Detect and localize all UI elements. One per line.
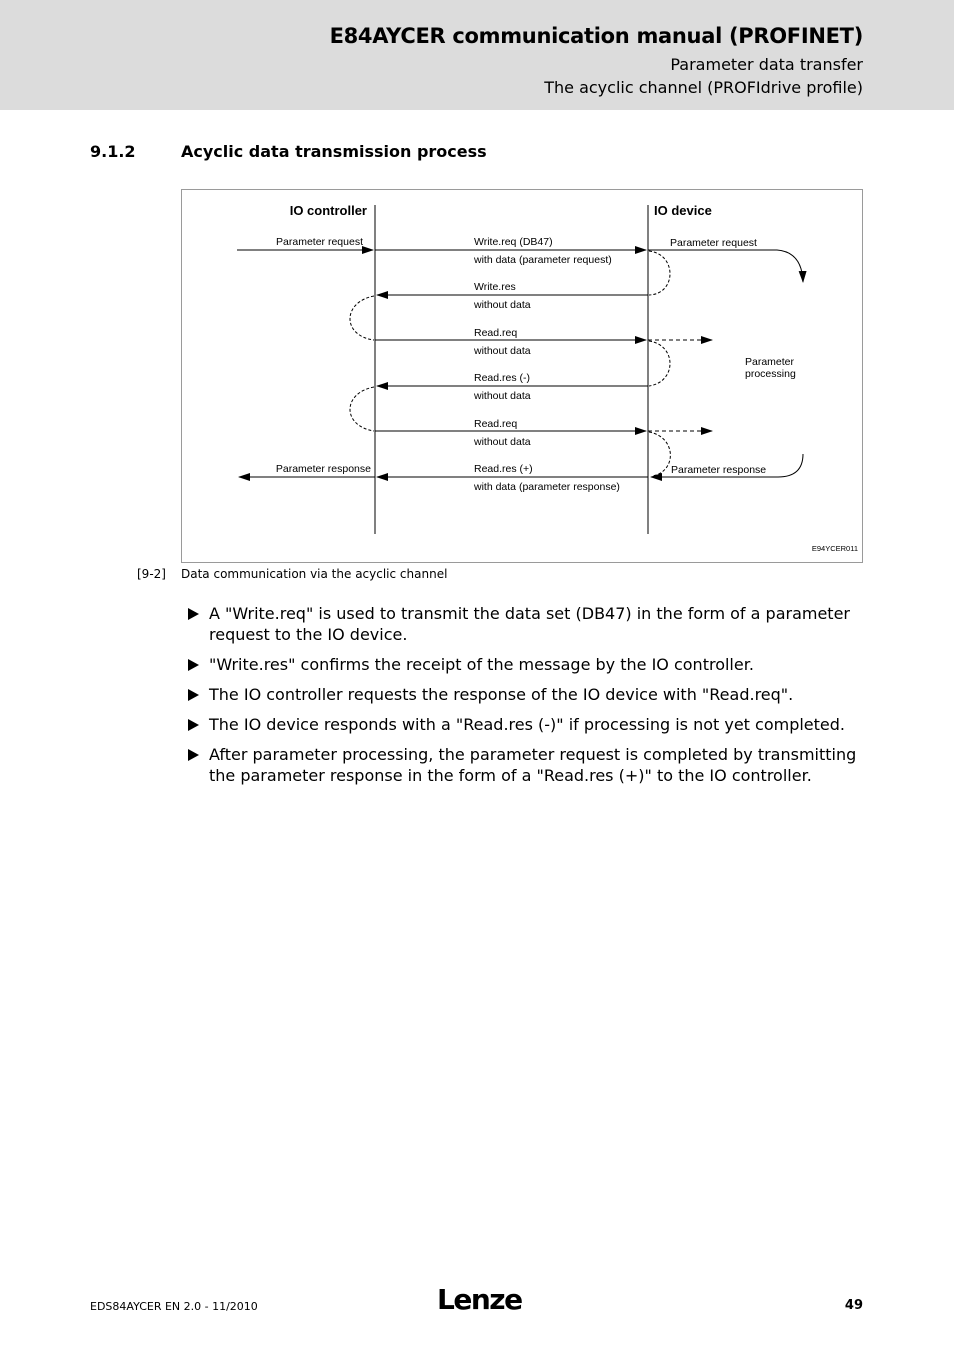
page-header — [0, 0, 954, 110]
msg-sub: without data — [474, 299, 531, 311]
controller-wait-curve — [350, 387, 374, 431]
bullet-text: After parameter processing, the parameter request is completed by transmitting the parameter response in the form of a "Read.res (+)" to the IO controller. — [209, 745, 857, 785]
triangle-bullet-icon — [188, 689, 199, 701]
msg-label: Read.res (+) — [474, 463, 533, 475]
param-processing-label: processing — [745, 368, 796, 380]
section-heading: The acyclic channel (PROFIdrive profile) — [544, 78, 863, 97]
sequence-diagram — [181, 189, 863, 563]
msg-sub: with data (parameter response) — [474, 481, 620, 493]
msg-sub: with data (parameter request) — [474, 254, 612, 266]
param-processing-label: Parameter — [745, 356, 795, 368]
list-item — [188, 684, 868, 705]
msg-sub: without data — [474, 345, 531, 357]
bullet-text: The IO controller requests the response of the IO device with "Read.req". — [209, 685, 794, 704]
param-request-right-label: Parameter request — [670, 237, 757, 249]
figure-caption: Data communication via the acyclic channel — [181, 567, 448, 581]
list-item — [188, 603, 868, 645]
msg-label: Read.req — [474, 327, 518, 339]
bullet-text: The IO device responds with a "Read.res (-)" if processing is not yet completed. — [209, 715, 845, 734]
list-item — [188, 744, 868, 786]
msg-sub: without data — [474, 390, 531, 402]
device-wait-curve — [649, 341, 670, 386]
msg-label: Write.req (DB47) — [474, 236, 553, 248]
bullet-text: "Write.res" confirms the receipt of the message by the IO controller. — [209, 655, 754, 674]
lenze-logo: Lenze — [437, 1283, 522, 1316]
param-request-left-label: Parameter request — [276, 236, 363, 248]
triangle-bullet-icon — [188, 749, 199, 761]
manual-title: E84AYCER communication manual (PROFINET) — [329, 24, 863, 48]
bullet-list — [188, 603, 868, 795]
triangle-bullet-icon — [188, 608, 199, 620]
bullet-text: A "Write.req" is used to transmit the data set (DB47) in the form of a parameter request to the IO device. — [209, 604, 850, 644]
sequence-diagram-drawing — [182, 190, 864, 564]
controller-label: IO controller — [289, 203, 367, 218]
figure-number: [9-2] — [137, 567, 166, 581]
device-wait-curve — [649, 432, 670, 476]
triangle-bullet-icon — [188, 719, 199, 731]
controller-wait-curve — [350, 296, 374, 340]
device-label: IO device — [654, 203, 712, 218]
section-title: Acyclic data transmission process — [181, 142, 487, 161]
msg-sub: without data — [474, 436, 531, 448]
section-number: 9.1.2 — [90, 142, 136, 161]
msg-label: Read.req — [474, 418, 518, 430]
param-response-left-label: Parameter response — [275, 463, 371, 475]
list-item — [188, 654, 868, 675]
document-id: EDS84AYCER EN 2.0 - 11/2010 — [90, 1300, 258, 1313]
msg-label: Write.res — [474, 281, 516, 293]
msg-label: Read.res (-) — [474, 372, 531, 384]
param-request-curve — [648, 250, 803, 282]
page-number: 49 — [844, 1298, 863, 1313]
param-response-right-label: Parameter response — [671, 464, 767, 476]
list-item — [188, 714, 868, 735]
chapter-title: Parameter data transfer — [670, 55, 863, 74]
figure-id: E94YCER011 — [811, 544, 858, 553]
triangle-bullet-icon — [188, 659, 199, 671]
device-wait-curve — [649, 251, 670, 295]
